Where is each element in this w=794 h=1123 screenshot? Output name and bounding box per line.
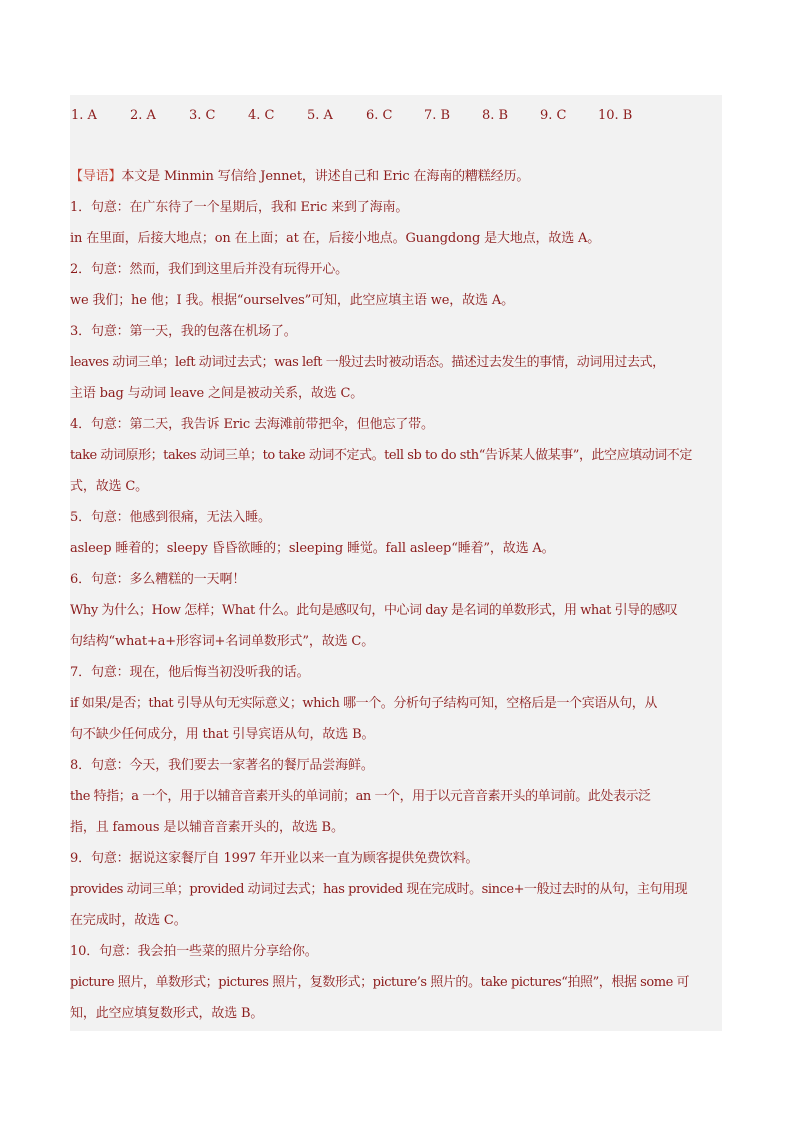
explanation-line: 式，故选 C。 <box>70 479 149 494</box>
explanation-line: 4．句意：第二天，我告诉 Eric 去海滩前带把伞，但他忘了带。 <box>70 417 434 432</box>
explanation-line: 句结构“what+a+形容词+名词单数形式”，故选 C。 <box>70 634 375 649</box>
explanation-line: 10．句意：我会拍一些菜的照片分享给你。 <box>70 944 318 959</box>
explanation-line: 8．句意：今天，我们要去一家著名的餐厅品尝海鲜。 <box>70 758 374 773</box>
explanation-line: 9．句意：据说这家餐厅自 1997 年开业以来一直为顾客提供免费饮料。 <box>70 851 479 866</box>
explanation-line: 3．句意：第一天，我的包落在机场了。 <box>70 324 297 339</box>
explanation-line: we 我们；he 他；I 我。根据“ourselves”可知，此空应填主语 we，故选 A。 <box>70 293 514 308</box>
explanation-line: provides 动词三单；provided 动词过去式；has provided 现在完成时。since+一般过去时的从句，主句用现 <box>70 882 688 897</box>
answer-3: 3. C <box>189 108 216 123</box>
explanation-line: 5．句意：他感到很痛，无法入睡。 <box>70 510 271 525</box>
explanation-line: 7．句意：现在，他后悔当初没听我的话。 <box>70 665 310 680</box>
explanation-line: 主语 bag 与动词 leave 之间是被动关系，故选 C。 <box>70 386 364 401</box>
answer-2: 2. A <box>130 108 156 123</box>
explanation-line: 句不缺少任何成分，用 that 引导宾语从句，故选 B。 <box>70 727 375 742</box>
explanation-line: leaves 动词三单；left 动词过去式；was left 一般过去时被动语态。描述过去发生的事情，动词用过去式， <box>70 355 665 370</box>
explanation-line: picture 照片，单数形式；pictures 照片，复数形式；picture’s 照片的。take pictures“拍照”，根据 some 可 <box>70 975 690 990</box>
guide-line <box>70 161 722 192</box>
answer-9: 9. C <box>540 108 567 123</box>
explanation-line: if 如果/是否；that 引导从句无实际意义；which 哪一个。分析句子结构可知，空格后是一个宾语从句，从 <box>70 696 657 711</box>
answer-10: 10. B <box>598 108 633 123</box>
explanation-line: 6．句意：多么糟糕的一天啊！ <box>70 572 246 587</box>
answer-8: 8. B <box>482 108 509 123</box>
explanation-line: Why 为什么；How 怎样；What 什么。此句是感叹句，中心词 day 是名词的单数形式，用 what 引导的感叹 <box>70 603 678 618</box>
explanation-line: 指，且 famous 是以辅音音素开头的，故选 B。 <box>70 820 344 835</box>
explanation-line: 2．句意：然而，我们到这里后并没有玩得开心。 <box>70 262 348 277</box>
explanation-line: in 在里面，后接大地点；on 在上面；at 在，后接小地点。Guangdong 是大地点，故选 A。 <box>70 231 601 246</box>
answer-4: 4. C <box>248 108 275 123</box>
explanation-line: 1．句意：在广东待了一个星期后，我和 Eric 来到了海南。 <box>70 200 409 215</box>
answer-5: 5. A <box>307 108 333 123</box>
guide-text: 本文是 Minmin 写信给 Jennet，讲述自己和 Eric 在海南的糟糕经历。 <box>121 169 530 184</box>
guide-tag: 【导语】 <box>70 169 122 184</box>
explanation-line: 在完成时，故选 C。 <box>70 913 187 928</box>
explanation-line: 知，此空应填复数形式，故选 B。 <box>70 1006 264 1021</box>
explanation-line: asleep 睡着的；sleepy 昏昏欲睡的；sleeping 睡觉。fall asleep“睡着”，故选 A。 <box>70 541 555 556</box>
answer-6: 6. C <box>366 108 393 123</box>
explanation-line: take 动词原形；takes 动词三单；to take 动词不定式。tell sb to do sth“告诉某人做某事”，此空应填动词不定 <box>70 448 692 463</box>
answer-1: 1. A <box>71 108 97 123</box>
explanation-line: the 特指；a 一个，用于以辅音音素开头的单词前；an 一个，用于以元音音素开头的单词前。此处表示泛 <box>70 789 651 804</box>
explanation-block <box>70 161 722 1029</box>
answer-row <box>70 103 722 129</box>
answer-key-sheet <box>70 95 722 1031</box>
answer-7: 7. B <box>424 108 451 123</box>
